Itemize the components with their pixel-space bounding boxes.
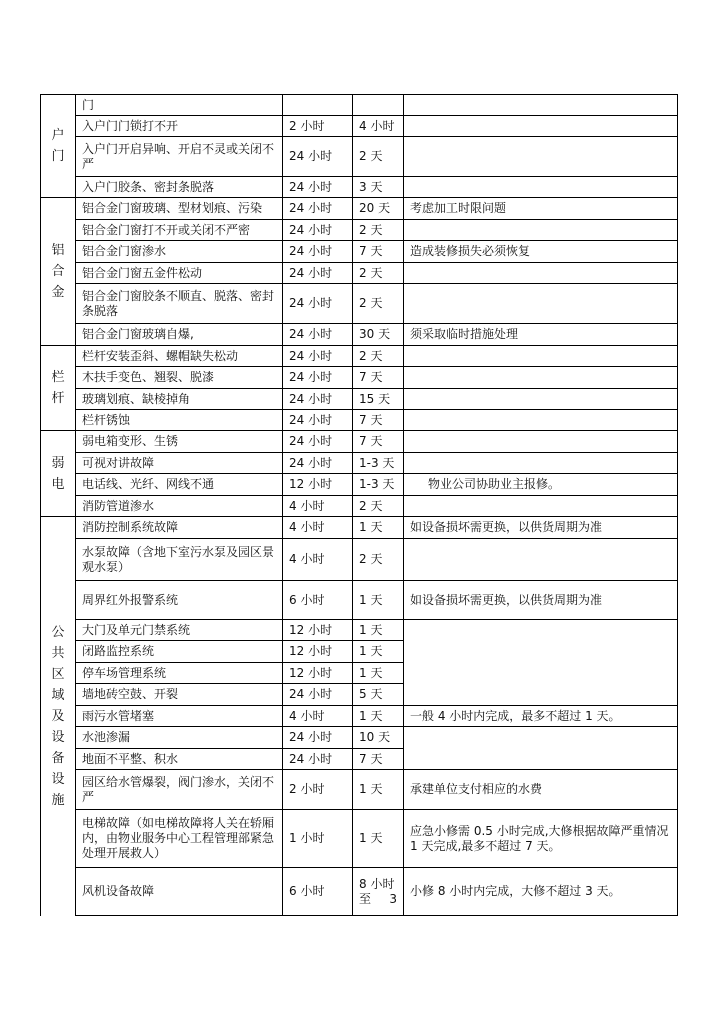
item-cell: 弱电箱变形、生锈: [76, 431, 283, 453]
note-cell: [404, 116, 678, 137]
response-time-cell: 24 小时: [283, 453, 353, 474]
response-time-cell: 4 小时: [283, 496, 353, 517]
response-time-cell: 4 小时: [283, 517, 353, 539]
completion-time-cell: 30 天: [353, 324, 404, 346]
item-cell: 消防控制系统故障: [76, 517, 283, 539]
table-row: [41, 116, 678, 137]
note-cell: [404, 346, 678, 367]
item-cell: 墙地砖空鼓、开裂: [76, 684, 283, 706]
response-time-cell: 24 小时: [283, 684, 353, 706]
item-cell: 雨污水管堵塞: [76, 706, 283, 727]
category-label: 栏杆: [51, 370, 65, 406]
note-cell: [404, 284, 678, 324]
table-row: [41, 241, 678, 263]
completion-time-cell: 10 天: [353, 727, 404, 749]
response-time-cell: 24 小时: [283, 410, 353, 431]
item-cell: 入户门开启异响、开启不灵或关闭不严: [76, 137, 283, 177]
response-time-cell: 24 小时: [283, 346, 353, 367]
item-cell: 可视对讲故障: [76, 453, 283, 474]
table-row: [41, 474, 678, 496]
item-cell: 铝合金门窗玻璃自爆,: [76, 324, 283, 346]
response-time-cell: 12 小时: [283, 641, 353, 663]
completion-time-cell: 2 天: [353, 346, 404, 367]
note-cell: [404, 620, 678, 706]
completion-time-cell: 1 天: [353, 770, 404, 810]
table-row: [41, 496, 678, 517]
completion-time-cell: 1 天: [353, 706, 404, 727]
item-cell: 入户门胶条、密封条脱落: [76, 177, 283, 198]
table-row: [41, 581, 678, 620]
table-row: [41, 620, 678, 641]
note-cell: [404, 431, 678, 453]
completion-time-cell: 2 天: [353, 263, 404, 284]
completion-time-cell: 1 天: [353, 663, 404, 684]
response-time-cell: 24 小时: [283, 284, 353, 324]
completion-time-cell: 20 天: [353, 198, 404, 220]
completion-time-cell: 1 天: [353, 810, 404, 868]
note-cell: [404, 453, 678, 474]
response-time-cell: 12 小时: [283, 620, 353, 641]
item-cell: 电话线、光纤、网线不通: [76, 474, 283, 496]
note-cell: [404, 389, 678, 410]
note-cell: 物业公司协助业主报修。: [404, 474, 678, 496]
table-row: [41, 389, 678, 410]
item-cell: 风机设备故障: [76, 868, 283, 916]
response-time-cell: 24 小时: [283, 389, 353, 410]
completion-time-cell: 7 天: [353, 241, 404, 263]
note-cell: 应急小修需 0.5 小时完成,大修根据故障严重情况 1 天完成,最多不超过 7 天。: [404, 810, 678, 868]
table-row: [41, 367, 678, 389]
category-label: 户门: [51, 128, 65, 164]
item-cell: 铝合金门窗玻璃、型材划痕、污染: [76, 198, 283, 220]
completion-time-cell: 2 天: [353, 220, 404, 241]
item-cell: 铝合金门窗五金件松动: [76, 263, 283, 284]
note-cell: [404, 137, 678, 177]
item-cell: 停车场管理系统: [76, 663, 283, 684]
response-time-cell: [283, 95, 353, 116]
note-cell: 考虑加工时限问题: [404, 198, 678, 220]
table-row: [41, 263, 678, 284]
table-row: [41, 220, 678, 241]
response-time-cell: 24 小时: [283, 198, 353, 220]
response-time-cell: 24 小时: [283, 263, 353, 284]
completion-time-cell: 7 天: [353, 367, 404, 389]
table-row: [41, 810, 678, 868]
category-cell: [41, 95, 76, 198]
table-row: [41, 177, 678, 198]
response-time-cell: 24 小时: [283, 241, 353, 263]
response-time-cell: 4 小时: [283, 539, 353, 581]
note-cell: [404, 220, 678, 241]
response-time-cell: 24 小时: [283, 220, 353, 241]
table-row: [41, 539, 678, 581]
completion-time-cell: [353, 868, 404, 916]
response-time-cell: 2 小时: [283, 770, 353, 810]
table-row: [41, 346, 678, 367]
item-cell: 周界红外报警系统: [76, 581, 283, 620]
table-row: [41, 706, 678, 727]
item-cell: 地面不平整、积水: [76, 749, 283, 770]
table-row: [41, 431, 678, 453]
completion-time-cell: 2 天: [353, 496, 404, 517]
response-time-cell: 12 小时: [283, 663, 353, 684]
response-time-cell: 24 小时: [283, 727, 353, 749]
note-cell: [404, 496, 678, 517]
table-row: [41, 410, 678, 431]
completion-time-cell: 15 天: [353, 389, 404, 410]
completion-line-2-end: 3: [389, 891, 397, 906]
table-row: [41, 868, 678, 916]
completion-time-cell: [353, 95, 404, 116]
response-time-cell: 24 小时: [283, 177, 353, 198]
table-row: [41, 324, 678, 346]
category-label: 铝合金: [51, 243, 65, 300]
completion-time-cell: 7 天: [353, 410, 404, 431]
item-cell: 铝合金门窗胶条不顺直、脱落、密封条脱落: [76, 284, 283, 324]
response-time-cell: 4 小时: [283, 706, 353, 727]
item-cell: 园区给水管爆裂，阀门渗水，关闭不严: [76, 770, 283, 810]
table-row: [41, 770, 678, 810]
item-cell: 水池渗漏: [76, 727, 283, 749]
table-row: [41, 198, 678, 220]
table-row: [41, 453, 678, 474]
category-cell: [41, 431, 76, 517]
completion-time-cell: 1 天: [353, 641, 404, 663]
response-time-cell: 6 小时: [283, 868, 353, 916]
completion-time-cell: 3 天: [353, 177, 404, 198]
table-row: [41, 137, 678, 177]
completion-time-cell: 1-3 天: [353, 474, 404, 496]
completion-time-cell: 4 小时: [353, 116, 404, 137]
completion-time-cell: 1-3 天: [353, 453, 404, 474]
item-cell: 大门及单元门禁系统: [76, 620, 283, 641]
item-cell: 栏杆安装歪斜、螺帽缺失松动: [76, 346, 283, 367]
table-row: [41, 517, 678, 539]
table-row: [41, 95, 678, 116]
completion-line-2-start: 至: [359, 891, 372, 906]
category-label: 弱电: [51, 455, 65, 492]
item-cell: 水泵故障（含地下室污水泵及园区景观水泵）: [76, 539, 283, 581]
note-cell: [404, 539, 678, 581]
response-time-cell: 2 小时: [283, 116, 353, 137]
response-time-cell: 24 小时: [283, 367, 353, 389]
completion-line-2: [359, 892, 397, 907]
item-cell: 铝合金门窗打不开或关闭不严密: [76, 220, 283, 241]
completion-time-cell: 2 天: [353, 284, 404, 324]
response-time-cell: 24 小时: [283, 749, 353, 770]
note-cell: 小修 8 小时内完成，大修不超过 3 天。: [404, 868, 678, 916]
note-cell: 一般 4 小时内完成，最多不超过 1 天。: [404, 706, 678, 727]
completion-time-cell: 7 天: [353, 431, 404, 453]
completion-time-cell: 1 天: [353, 620, 404, 641]
item-cell: 入户门门锁打不开: [76, 116, 283, 137]
note-cell: [404, 95, 678, 116]
completion-time-cell: 7 天: [353, 749, 404, 770]
note-cell: 须采取临时措施处理: [404, 324, 678, 346]
completion-time-cell: 2 天: [353, 137, 404, 177]
item-cell: 铝合金门窗渗水: [76, 241, 283, 263]
note-cell: 如设备损坏需更换，以供货周期为准: [404, 517, 678, 539]
item-cell: 消防管道渗水: [76, 496, 283, 517]
table-row: [41, 284, 678, 324]
category-cell: [41, 346, 76, 431]
category-cell: [41, 198, 76, 346]
response-time-cell: 24 小时: [283, 324, 353, 346]
completion-time-cell: 1 天: [353, 517, 404, 539]
repair-timeline-table: [40, 94, 678, 916]
note-cell: 如设备损坏需更换，以供货周期为准: [404, 581, 678, 620]
note-cell: [404, 410, 678, 431]
response-time-cell: 12 小时: [283, 474, 353, 496]
item-cell: 木扶手变色、翘裂、脱漆: [76, 367, 283, 389]
note-cell: [404, 177, 678, 198]
completion-time-cell: 1 天: [353, 581, 404, 620]
category-label: 公共区域及设备设施: [51, 624, 65, 808]
completion-time-cell: 2 天: [353, 539, 404, 581]
item-cell: 玻璃划痕、缺棱掉角: [76, 389, 283, 410]
response-time-cell: 1 小时: [283, 810, 353, 868]
item-cell: 栏杆锈蚀: [76, 410, 283, 431]
note-cell: [404, 727, 678, 770]
note-cell: [404, 367, 678, 389]
response-time-cell: 6 小时: [283, 581, 353, 620]
table-row: [41, 727, 678, 749]
item-cell: 门: [76, 95, 283, 116]
note-cell: 承建单位支付相应的水费: [404, 770, 678, 810]
completion-time-cell: 5 天: [353, 684, 404, 706]
completion-line-1: 8 小时: [359, 876, 395, 891]
response-time-cell: 24 小时: [283, 431, 353, 453]
category-cell: [41, 517, 76, 916]
item-cell: 闭路监控系统: [76, 641, 283, 663]
item-cell: 电梯故障（如电梯故障将人关在轿厢内，由物业服务中心工程管理部紧急处理开展救人）: [76, 810, 283, 868]
note-cell: 造成装修损失必须恢复: [404, 241, 678, 263]
response-time-cell: 24 小时: [283, 137, 353, 177]
note-cell: [404, 263, 678, 284]
